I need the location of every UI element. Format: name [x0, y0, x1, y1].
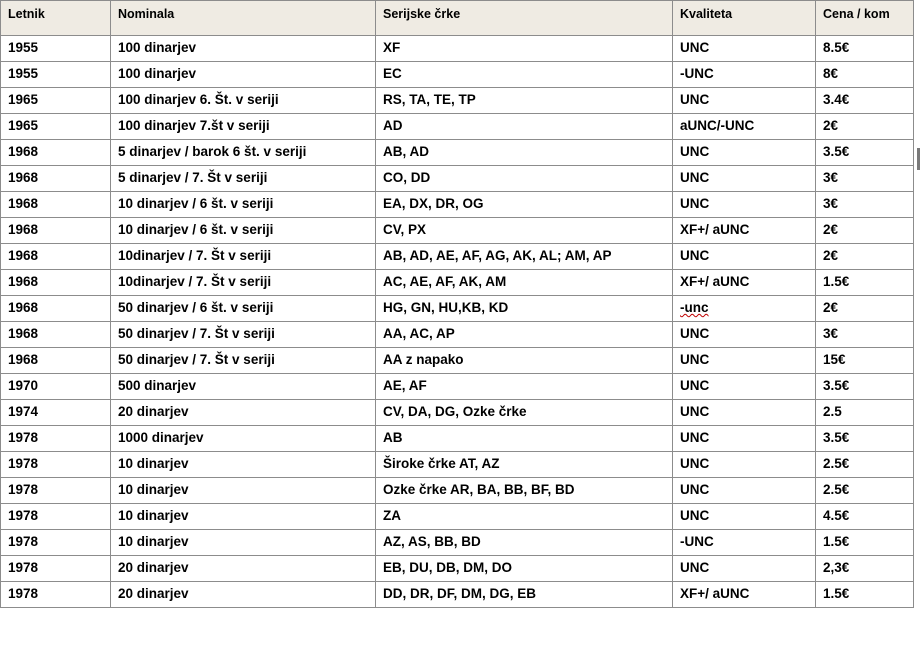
- cell-nominala: 5 dinarjev / barok 6 št. v seriji: [111, 140, 376, 166]
- cell-serijske-crke: EB, DU, DB, DM, DO: [376, 556, 673, 582]
- cell-cena: 3.4€: [816, 88, 914, 114]
- column-header-cena: Cena / kom: [816, 1, 914, 36]
- cell-cena: 3€: [816, 322, 914, 348]
- table-row: [1, 478, 914, 504]
- table-row: [1, 88, 914, 114]
- cell-letnik: 1978: [1, 582, 111, 608]
- cell-serijske-crke: CO, DD: [376, 166, 673, 192]
- cell-letnik: 1968: [1, 218, 111, 244]
- table-row: [1, 374, 914, 400]
- cell-nominala: 50 dinarjev / 6 št. v seriji: [111, 296, 376, 322]
- cell-cena: 2.5€: [816, 478, 914, 504]
- cell-letnik: 1965: [1, 88, 111, 114]
- cell-letnik: 1978: [1, 530, 111, 556]
- cell-serijske-crke: AB, AD, AE, AF, AG, AK, AL; AM, AP: [376, 244, 673, 270]
- cell-kvaliteta: XF+/ aUNC: [673, 218, 816, 244]
- cell-kvaliteta: -UNC: [673, 62, 816, 88]
- cell-kvaliteta: aUNC/-UNC: [673, 114, 816, 140]
- cell-serijske-crke: ZA: [376, 504, 673, 530]
- cell-kvaliteta: UNC: [673, 504, 816, 530]
- table-row: [1, 114, 914, 140]
- cell-serijske-crke: EC: [376, 62, 673, 88]
- cell-letnik: 1968: [1, 322, 111, 348]
- cell-serijske-crke: AB: [376, 426, 673, 452]
- cell-kvaliteta: UNC: [673, 192, 816, 218]
- cell-nominala: 10dinarjev / 7. Št v seriji: [111, 270, 376, 296]
- table-body: [1, 36, 914, 608]
- table-row: [1, 296, 914, 322]
- column-header-serijske-crke: Serijske črke: [376, 1, 673, 36]
- cell-kvaliteta: UNC: [673, 348, 816, 374]
- cell-cena: 3.5€: [816, 426, 914, 452]
- cell-kvaliteta: UNC: [673, 478, 816, 504]
- cell-kvaliteta: UNC: [673, 244, 816, 270]
- cell-letnik: 1968: [1, 296, 111, 322]
- table-row: [1, 426, 914, 452]
- cell-nominala: 10 dinarjev / 6 št. v seriji: [111, 192, 376, 218]
- table-row: [1, 62, 914, 88]
- cell-letnik: 1978: [1, 426, 111, 452]
- cell-kvaliteta: UNC: [673, 400, 816, 426]
- cell-kvaliteta: XF+/ aUNC: [673, 582, 816, 608]
- table-row: [1, 36, 914, 62]
- column-header-letnik: Letnik: [1, 1, 111, 36]
- table-row: [1, 348, 914, 374]
- cell-kvaliteta: -UNC: [673, 530, 816, 556]
- cell-letnik: 1978: [1, 478, 111, 504]
- table-row: [1, 166, 914, 192]
- cell-nominala: 50 dinarjev / 7. Št v seriji: [111, 348, 376, 374]
- table-row: [1, 400, 914, 426]
- cell-cena: 2€: [816, 296, 914, 322]
- table-row: [1, 218, 914, 244]
- cell-cena: 4.5€: [816, 504, 914, 530]
- cell-letnik: 1978: [1, 452, 111, 478]
- cell-serijske-crke: Ozke črke AR, BA, BB, BF, BD: [376, 478, 673, 504]
- cell-serijske-crke: AE, AF: [376, 374, 673, 400]
- cell-nominala: 10 dinarjev / 6 št. v seriji: [111, 218, 376, 244]
- cell-nominala: 5 dinarjev / 7. Št v seriji: [111, 166, 376, 192]
- cell-kvaliteta: UNC: [673, 36, 816, 62]
- column-header-kvaliteta: Kvaliteta: [673, 1, 816, 36]
- cell-letnik: 1968: [1, 166, 111, 192]
- cell-serijske-crke: AZ, AS, BB, BD: [376, 530, 673, 556]
- cell-cena: 3€: [816, 166, 914, 192]
- cell-serijske-crke: DD, DR, DF, DM, DG, EB: [376, 582, 673, 608]
- cell-letnik: 1968: [1, 140, 111, 166]
- cell-cena: 2.5€: [816, 452, 914, 478]
- cell-serijske-crke: Široke črke AT, AZ: [376, 452, 673, 478]
- cell-cena: 3.5€: [816, 140, 914, 166]
- cell-nominala: 100 dinarjev: [111, 62, 376, 88]
- cell-cena: 2€: [816, 218, 914, 244]
- table-row: [1, 244, 914, 270]
- cell-letnik: 1970: [1, 374, 111, 400]
- table-row: [1, 322, 914, 348]
- table-row: [1, 140, 914, 166]
- cell-cena: 8€: [816, 62, 914, 88]
- cell-nominala: 10 dinarjev: [111, 478, 376, 504]
- cell-letnik: 1978: [1, 504, 111, 530]
- table-row: [1, 556, 914, 582]
- cell-kvaliteta: UNC: [673, 322, 816, 348]
- table-row: [1, 582, 914, 608]
- cell-nominala: 100 dinarjev: [111, 36, 376, 62]
- cell-kvaliteta: XF+/ aUNC: [673, 270, 816, 296]
- cell-cena: 2€: [816, 244, 914, 270]
- cell-kvaliteta: UNC: [673, 452, 816, 478]
- table-row: [1, 270, 914, 296]
- table-row: [1, 530, 914, 556]
- cell-kvaliteta: UNC: [673, 140, 816, 166]
- column-header-nominala: Nominala: [111, 1, 376, 36]
- cell-cena: 15€: [816, 348, 914, 374]
- cell-cena: 2€: [816, 114, 914, 140]
- cell-letnik: 1965: [1, 114, 111, 140]
- cell-nominala: 10 dinarjev: [111, 530, 376, 556]
- cell-kvaliteta: UNC: [673, 88, 816, 114]
- cell-nominala: 20 dinarjev: [111, 400, 376, 426]
- cell-nominala: 100 dinarjev 7.št v seriji: [111, 114, 376, 140]
- cell-serijske-crke: AC, AE, AF, AK, AM: [376, 270, 673, 296]
- cell-serijske-crke: RS, TA, TE, TP: [376, 88, 673, 114]
- cell-cena: 3.5€: [816, 374, 914, 400]
- cell-serijske-crke: AA z napako: [376, 348, 673, 374]
- cell-cena: 1.5€: [816, 270, 914, 296]
- cell-nominala: 100 dinarjev 6. Št. v seriji: [111, 88, 376, 114]
- cell-letnik: 1955: [1, 62, 111, 88]
- table-header-row: [1, 1, 914, 36]
- cell-nominala: 1000 dinarjev: [111, 426, 376, 452]
- cell-letnik: 1968: [1, 270, 111, 296]
- cell-serijske-crke: XF: [376, 36, 673, 62]
- cell-nominala: 10 dinarjev: [111, 504, 376, 530]
- cell-serijske-crke: AA, AC, AP: [376, 322, 673, 348]
- cell-kvaliteta: UNC: [673, 374, 816, 400]
- cell-letnik: 1955: [1, 36, 111, 62]
- table-row: [1, 504, 914, 530]
- cell-serijske-crke: HG, GN, HU,KB, KD: [376, 296, 673, 322]
- cell-serijske-crke: CV, DA, DG, Ozke črke: [376, 400, 673, 426]
- cell-nominala: 20 dinarjev: [111, 556, 376, 582]
- cell-letnik: 1968: [1, 348, 111, 374]
- cell-cena: 1.5€: [816, 582, 914, 608]
- cell-cena: 2.5: [816, 400, 914, 426]
- cell-kvaliteta: UNC: [673, 426, 816, 452]
- cell-letnik: 1974: [1, 400, 111, 426]
- cell-letnik: 1968: [1, 192, 111, 218]
- cell-cena: 8.5€: [816, 36, 914, 62]
- cell-kvaliteta: UNC: [673, 166, 816, 192]
- table-header: [1, 1, 914, 36]
- cell-serijske-crke: AD: [376, 114, 673, 140]
- table-row: [1, 192, 914, 218]
- cell-cena: 3€: [816, 192, 914, 218]
- cell-cena: 2,3€: [816, 556, 914, 582]
- cell-serijske-crke: AB, AD: [376, 140, 673, 166]
- cell-cena: 1.5€: [816, 530, 914, 556]
- cell-serijske-crke: CV, PX: [376, 218, 673, 244]
- table-row: [1, 452, 914, 478]
- cell-letnik: 1968: [1, 244, 111, 270]
- cell-nominala: 500 dinarjev: [111, 374, 376, 400]
- cell-nominala: 10 dinarjev: [111, 452, 376, 478]
- cell-nominala: 10dinarjev / 7. Št v seriji: [111, 244, 376, 270]
- cell-kvaliteta: UNC: [673, 556, 816, 582]
- cell-nominala: 50 dinarjev / 7. Št v seriji: [111, 322, 376, 348]
- cell-letnik: 1978: [1, 556, 111, 582]
- cell-serijske-crke: EA, DX, DR, OG: [376, 192, 673, 218]
- cell-kvaliteta: -unc: [673, 296, 816, 322]
- cell-nominala: 20 dinarjev: [111, 582, 376, 608]
